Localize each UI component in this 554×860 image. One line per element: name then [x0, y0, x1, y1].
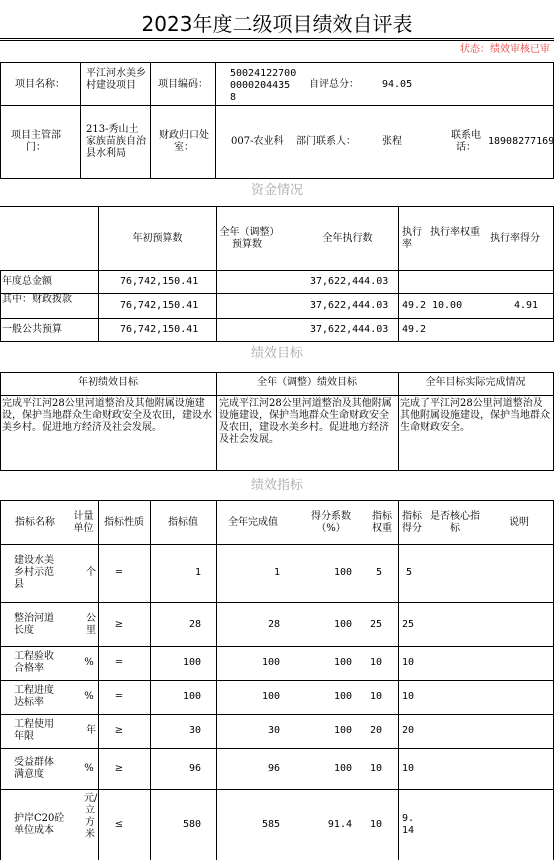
indicator-actual: 96	[267, 763, 280, 774]
score-label: 自评总分：	[309, 79, 359, 90]
funds-executed: 37,622,444.03	[310, 300, 389, 311]
indicator-actual: 100	[261, 657, 280, 668]
contact-label: 部门联系人：	[296, 136, 356, 147]
divider	[0, 40, 554, 41]
indicator-name: 工程进度达标率	[14, 685, 54, 708]
indicator-actual: 1	[273, 567, 280, 578]
score-value: 94.05	[382, 79, 413, 90]
funds-initial: 76,742,150.41	[120, 276, 199, 287]
indicator-score: 10	[402, 763, 415, 774]
funds-initial: 76,742,150.41	[120, 300, 199, 311]
indicator-name: 整治河道长度	[14, 613, 54, 636]
indicator-target: 1	[194, 567, 201, 578]
indicator-unit: 个	[86, 567, 96, 578]
office-label: 财政归口处室：	[159, 130, 209, 153]
indicator-actual: 585	[261, 819, 280, 830]
initial-goal-text: 完成平江河28公里河道整治及其他附属设施建设，保护当地群众生命财政安全及农田，建设水美乡村。促进地方经济及社会发展。	[2, 398, 212, 433]
header-actual-goal: 全年目标实际完成情况	[425, 377, 526, 388]
project-code: 500241227000000204435 8	[230, 68, 297, 103]
header-coef: 得分系数（%）	[311, 511, 351, 534]
indicator-unit: 公里	[86, 613, 96, 636]
header-initial-budget: 年初预算数	[132, 233, 183, 244]
header-rate-score: 执行率得分	[490, 233, 540, 244]
indicator-unit: 元/立方米	[84, 793, 98, 840]
dept-label: 项目主管部门：	[11, 130, 61, 153]
indicator-nature: =	[114, 691, 124, 702]
indicator-name: 工程验收合格率	[14, 651, 54, 674]
indicator-weight: 5	[375, 567, 382, 578]
indicator-target: 96	[188, 763, 201, 774]
goals-section-title: 绩效目标	[250, 346, 303, 361]
header-unit: 计量单位	[73, 511, 94, 534]
indicator-weight: 10	[369, 763, 382, 774]
project-code-label: 项目编码：	[158, 79, 208, 90]
header-adjusted-goal: 全年（调整）绩效目标	[257, 377, 357, 388]
funds-rate: 49.2	[402, 300, 427, 311]
indicator-actual: 100	[261, 691, 280, 702]
indicator-unit: %	[84, 657, 94, 668]
indicator-unit: 年	[86, 725, 96, 736]
indicator-coef: 100	[333, 619, 352, 630]
indicator-weight: 20	[369, 725, 382, 736]
indicator-weight: 10	[369, 819, 382, 830]
indicator-unit: %	[84, 763, 94, 774]
indicator-nature: ≥	[114, 763, 124, 774]
header-rate-weight: 执行率权重	[430, 227, 480, 238]
indicator-target: 580	[182, 819, 201, 830]
indicator-coef: 100	[333, 725, 352, 736]
indicator-nature: ≥	[114, 725, 124, 736]
header-initial-goal: 年初绩效目标	[78, 377, 138, 388]
dept-value: 213-秀山土家族苗族自治县水利局	[86, 124, 146, 159]
header-indicator-name: 指标名称	[15, 517, 55, 528]
funds-section-title: 资金情况	[250, 183, 303, 198]
indicator-coef: 100	[333, 691, 352, 702]
phone-label: 联系电话：	[451, 130, 481, 153]
indicator-score: 10	[402, 657, 415, 668]
indicator-nature: ≥	[114, 619, 124, 630]
indicator-name: 工程使用年限	[14, 719, 54, 742]
indicator-coef: 100	[333, 567, 352, 578]
header-weight: 指标权重	[372, 511, 392, 534]
header-target: 指标值	[168, 517, 198, 528]
funds-score: 4.91	[514, 300, 539, 311]
indicator-weight: 10	[369, 691, 382, 702]
header-executed: 全年执行数	[322, 233, 373, 244]
funds-weight: 10.00	[432, 300, 463, 311]
phone-value: 18908277169	[488, 136, 554, 147]
funds-row-label: 年度总金额	[2, 276, 52, 287]
indicator-target: 100	[182, 657, 201, 668]
header-score: 指标得分	[402, 511, 422, 534]
adjusted-goal-text: 完成平江河28公里河道整治及其他附属设施建设，保护当地群众生命财政安全及农田，建设水美乡村。促进地方经济及社会发展。	[219, 398, 392, 445]
indicator-target: 30	[188, 725, 201, 736]
funds-executed: 37,622,444.03	[310, 324, 389, 335]
indicator-nature: =	[114, 657, 124, 668]
header-nature: 指标性质	[104, 517, 144, 528]
indicator-nature: =	[114, 567, 124, 578]
funds-executed: 37,622,444.03	[310, 276, 389, 287]
indicator-score: 10	[402, 691, 415, 702]
indicator-target: 100	[182, 691, 201, 702]
funds-initial: 76,742,150.41	[120, 324, 199, 335]
indicator-score: 9.14	[402, 813, 415, 836]
indicator-score: 5	[406, 567, 413, 578]
actual-goal-text: 完成了平江河28公里河道整治及其他附属设施建设，保护当地群众生命财政安全。	[400, 398, 550, 433]
contact-value: 张程	[382, 136, 402, 147]
indicator-weight: 10	[369, 657, 382, 668]
header-core: 是否核心指标	[430, 511, 480, 534]
indicator-weight: 25	[369, 619, 382, 630]
divider	[0, 38, 554, 39]
indicator-name: 受益群体满意度	[14, 757, 54, 780]
funds-row-label: 其中：财政拨款	[2, 294, 72, 305]
header-note: 说明	[509, 517, 529, 528]
header-adjusted-budget: 全年（调整）预算数	[219, 227, 275, 250]
indicator-actual: 28	[267, 619, 280, 630]
funds-row-label: 一般公共预算	[2, 324, 62, 335]
header-exec-rate: 执行率	[402, 227, 422, 250]
indicator-target: 28	[188, 619, 201, 630]
indicator-coef: 91.4	[327, 819, 352, 830]
indicator-score: 20	[402, 725, 415, 736]
indicator-coef: 100	[333, 763, 352, 774]
indicator-nature: ≤	[114, 819, 124, 830]
indicator-coef: 100	[333, 657, 352, 668]
header-actual: 全年完成值	[228, 517, 278, 528]
funds-rate: 49.2	[402, 324, 427, 335]
indicator-unit: %	[84, 691, 94, 702]
project-name: 平江河水美乡村建设项目	[86, 68, 146, 91]
project-name-label: 项目名称：	[15, 79, 65, 90]
indicators-section-title: 绩效指标	[250, 478, 303, 493]
indicator-actual: 30	[267, 725, 280, 736]
page-title: 2023年度二级项目绩效自评表	[141, 12, 413, 36]
status-badge: 状态：绩效审核已审	[460, 44, 550, 55]
indicator-score: 25	[402, 619, 415, 630]
indicator-name: 护岸C20砼单位成本	[14, 813, 65, 836]
indicator-name: 建设水美乡村示范县	[14, 555, 54, 590]
office-value: 007-农业科	[231, 136, 284, 147]
divider	[0, 62, 554, 63]
